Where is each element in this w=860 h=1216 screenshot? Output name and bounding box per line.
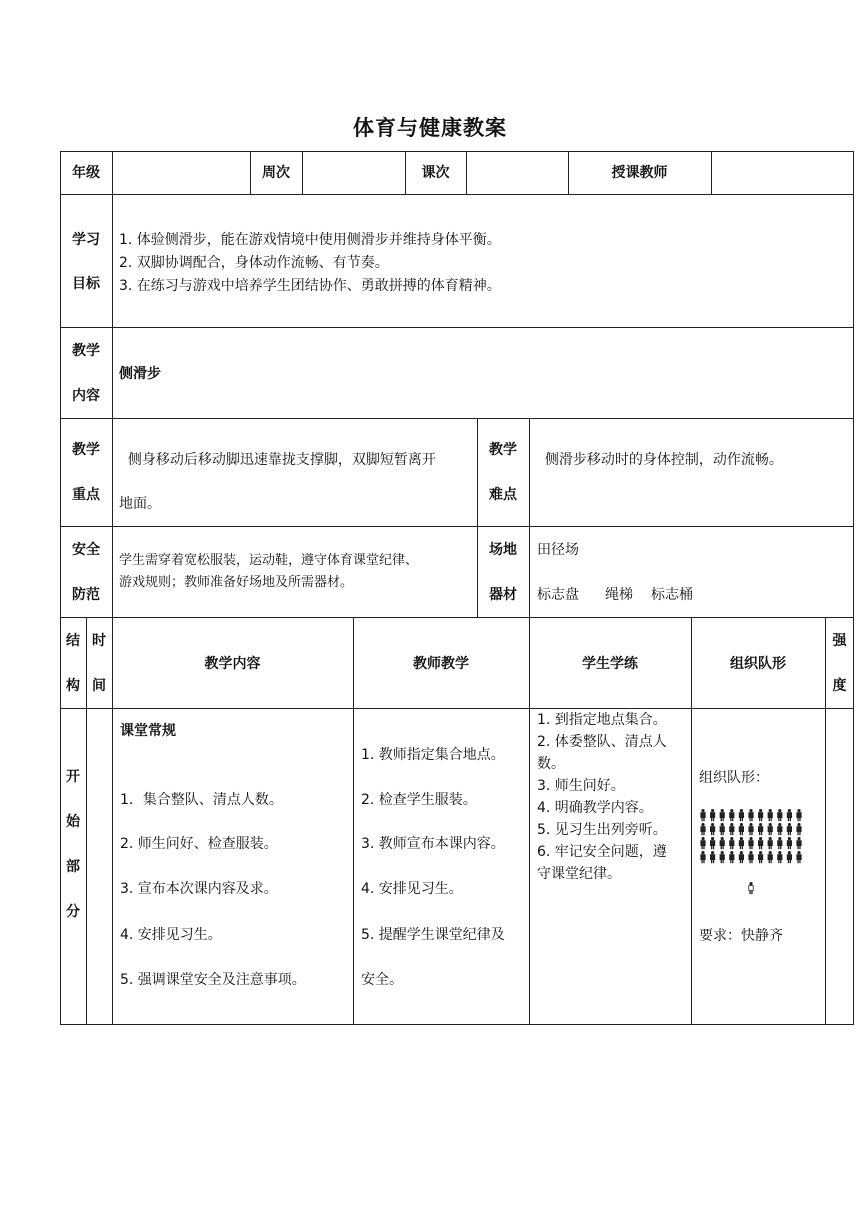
student-item: 1. 到指定地点集合。: [537, 712, 667, 728]
student-figure-icon: [768, 851, 772, 863]
teacher-figure-icon: [749, 882, 753, 894]
content-label-line1: 教学: [72, 343, 100, 359]
content-label-line2: 内容: [72, 388, 100, 404]
safety-label-line2: 防范: [72, 587, 100, 603]
equipment-item: 标志桶: [651, 587, 693, 603]
equipment-item: 绳梯: [605, 587, 633, 603]
difficulty-label-line2: 难点: [489, 487, 517, 503]
student-figure-icon: [787, 851, 791, 863]
student-figure-icon: [797, 823, 801, 835]
student-item: 4. 明确教学内容。: [537, 800, 653, 816]
lesson-label: 课次: [421, 165, 450, 181]
equipment-item: 标志盘: [537, 587, 579, 603]
student-figure-icon: [701, 809, 705, 821]
student-figure-icon: [768, 837, 772, 849]
safety-value-line1: 学生需穿着宽松服装，运动鞋，遵守体育课堂纪律、: [119, 553, 419, 568]
column-divider: [711, 151, 712, 195]
student-figure-icon: [797, 851, 801, 863]
student-figure-icon: [710, 809, 714, 821]
objectives-label-line1: 学习: [72, 232, 100, 248]
content-value: 侧滑步: [119, 366, 161, 382]
student-figure-icon: [739, 809, 743, 821]
key-points-label-line1: 教学: [72, 442, 100, 458]
column-divider: [691, 617, 692, 1025]
key-points-label-line2: 重点: [72, 487, 100, 503]
teacher-item: 3. 教师宣布本课内容。: [361, 836, 505, 852]
student-figure-icon: [778, 823, 782, 835]
student-figure-icon: [739, 823, 743, 835]
venue-value: 田径场: [537, 542, 579, 558]
teacher-item: 2. 检查学生服装。: [361, 792, 477, 808]
student-item: 数。: [537, 756, 565, 772]
student-figure-icon: [710, 823, 714, 835]
formation-requirement: 要求：快静齐: [699, 928, 783, 944]
safety-label-line1: 安全: [72, 542, 100, 558]
key-points-value-line1: 侧身移动后移动脚迅速靠拢支撑脚，双脚短暂离开: [119, 452, 436, 468]
formation-header: 组织队形: [730, 656, 786, 672]
student-figure-icon: [778, 837, 782, 849]
row-divider: [60, 526, 854, 527]
student-figure-icon: [797, 837, 801, 849]
content-item: 5. 强调课堂安全及注意事项。: [120, 972, 306, 988]
content-item: 2. 师生问好、检查服装。: [120, 836, 278, 852]
student-figure-icon: [720, 851, 724, 863]
formation-label: 组织队形：: [699, 770, 769, 786]
student-figure-icon: [778, 809, 782, 821]
venue-label-line1: 场地: [489, 542, 517, 558]
student-figure-icon: [701, 851, 705, 863]
content-item: 1．集合整队、清点人数。: [120, 792, 283, 808]
student-figure-icon: [720, 837, 724, 849]
page-title: 体育与健康教案: [353, 116, 507, 140]
section-label-char: 始: [66, 814, 80, 830]
student-figure-icon: [758, 851, 762, 863]
student-figure-icon: [787, 823, 791, 835]
student-figure-icon: [787, 809, 791, 821]
structure-label-line2: 构: [66, 678, 80, 694]
column-divider: [112, 151, 113, 618]
objectives-label-line2: 目标: [72, 276, 100, 292]
student-figure-icon: [758, 809, 762, 821]
student-figure-icon: [758, 837, 762, 849]
student-figure-icon: [768, 823, 772, 835]
student-figure-icon: [730, 809, 734, 821]
grade-label: 年级: [72, 165, 100, 181]
structure-label-line1: 结: [66, 633, 80, 649]
student-figure-icon: [730, 837, 734, 849]
time-label-line2: 间: [92, 678, 106, 694]
teacher-item: 1. 教师指定集合地点。: [361, 747, 505, 763]
student-figure-icon: [758, 823, 762, 835]
section-label-char: 开: [66, 769, 80, 785]
student-figure-icon: [797, 809, 801, 821]
objective-item: 1. 体验侧滑步，能在游戏情境中使用侧滑步并维持身体平衡。: [119, 232, 501, 248]
key-points-value-line2: 地面。: [119, 496, 161, 512]
content-title: 课堂常规: [120, 723, 176, 739]
student-figure-icon: [778, 851, 782, 863]
student-figure-icon: [739, 851, 743, 863]
column-divider: [112, 617, 113, 1025]
difficulty-label-line1: 教学: [489, 442, 517, 458]
student-figure-icon: [749, 851, 753, 863]
student-figure-icon: [787, 837, 791, 849]
column-divider: [466, 151, 467, 195]
student-figure-icon: [749, 809, 753, 821]
teacher-item: 安全。: [361, 972, 403, 988]
student-figure-icon: [720, 809, 724, 821]
row-divider: [60, 327, 854, 328]
content-item: 3. 宣布本次课内容及求。: [120, 881, 278, 897]
row-divider: [60, 194, 854, 195]
student-figure-icon: [749, 837, 753, 849]
objective-item: 3. 在练习与游戏中培养学生团结协作、勇敢拼搏的体育精神。: [119, 278, 501, 294]
teacher-teaching-header: 教师教学: [413, 656, 469, 672]
student-item: 6. 牢记安全问题，遵: [537, 844, 667, 860]
objective-item: 2. 双脚协调配合，身体动作流畅、有节奏。: [119, 255, 389, 271]
row-divider: [60, 418, 854, 419]
column-divider: [302, 151, 303, 195]
student-item: 2. 体委整队、清点人: [537, 734, 667, 750]
student-item: 守课堂纪律。: [537, 866, 621, 882]
teacher-item: 4. 安排见习生。: [361, 881, 463, 897]
column-divider: [529, 418, 530, 618]
student-figure-icon: [749, 823, 753, 835]
row-divider: [60, 708, 854, 709]
student-practice-header: 学生学练: [582, 656, 638, 672]
teaching-content-header: 教学内容: [204, 656, 261, 672]
row-divider: [60, 617, 854, 618]
venue-label-line2: 器材: [489, 587, 517, 603]
student-figure-icon: [739, 837, 743, 849]
difficulty-value: 侧滑步移动时的身体控制，动作流畅。: [536, 452, 783, 468]
student-figure-icon: [768, 809, 772, 821]
safety-value-line2: 游戏规则；教师准备好场地及所需器材。: [119, 575, 354, 590]
student-item: 3. 师生问好。: [537, 778, 625, 794]
content-item: 4. 安排见习生。: [120, 927, 222, 943]
student-figure-icon: [701, 837, 705, 849]
student-figure-icon: [720, 823, 724, 835]
teacher-item: 5. 提醒学生课堂纪律及: [361, 927, 505, 943]
week-label: 周次: [262, 165, 290, 181]
section-label-char: 分: [66, 904, 80, 920]
student-figure-icon: [730, 851, 734, 863]
student-figure-icon: [710, 837, 714, 849]
student-item: 5. 见习生出列旁听。: [537, 822, 667, 838]
column-divider: [529, 617, 530, 1025]
student-figure-icon: [701, 823, 705, 835]
intensity-label-line1: 强: [832, 633, 847, 649]
time-label-line1: 时: [92, 633, 106, 649]
teacher-label: 授课教师: [611, 165, 668, 181]
column-divider: [353, 617, 354, 1025]
section-label-char: 部: [66, 859, 80, 875]
student-figure-icon: [730, 823, 734, 835]
student-figure-icon: [710, 851, 714, 863]
formation-diagram: [699, 808, 811, 903]
intensity-label-line2: 度: [832, 678, 847, 694]
